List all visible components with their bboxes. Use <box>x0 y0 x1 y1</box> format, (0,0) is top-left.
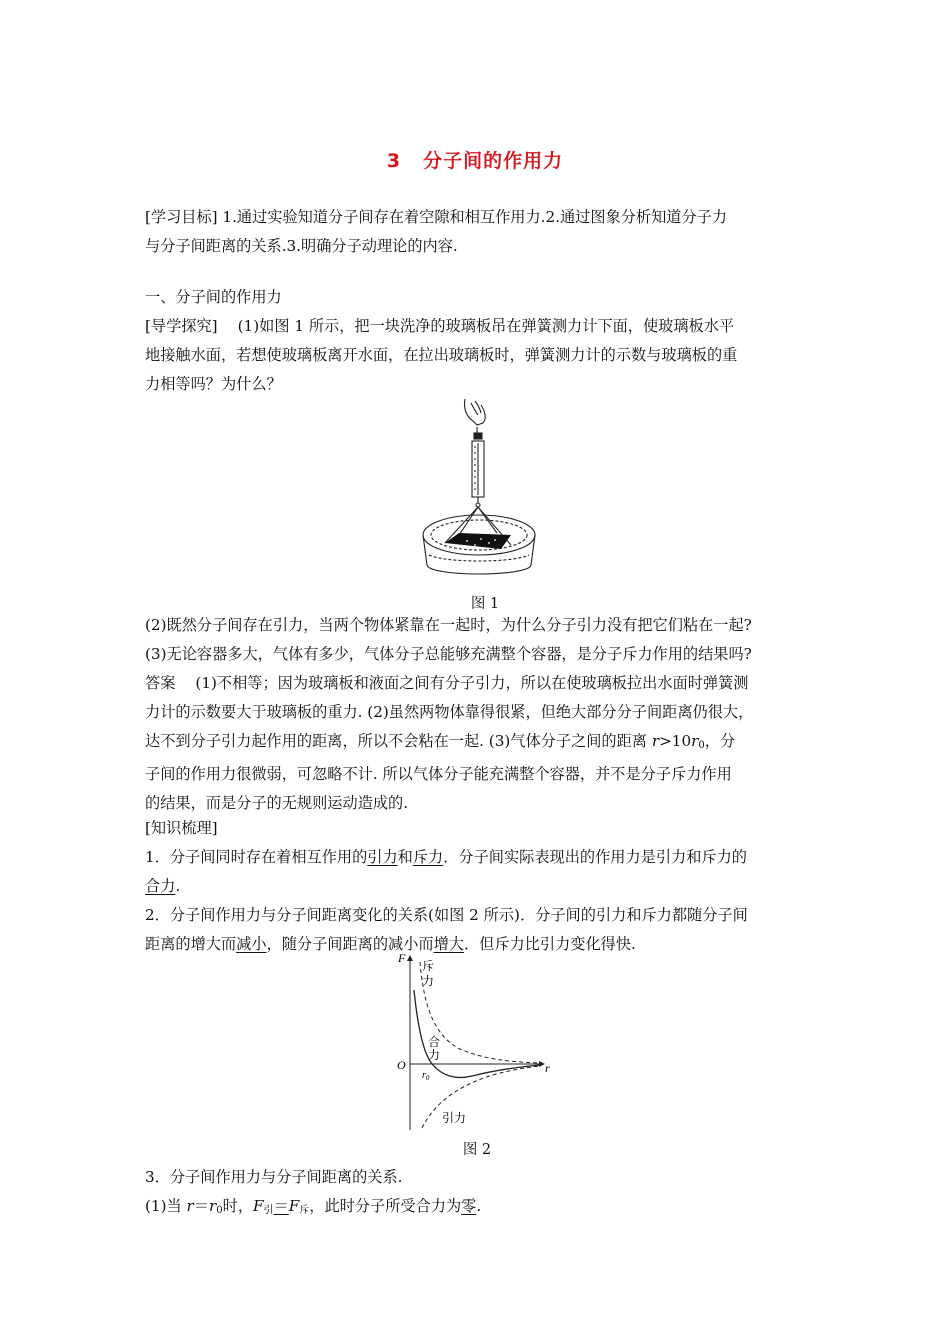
section1-heading: 一、分子间的作用力 <box>145 288 282 306</box>
answer-block <box>145 669 813 818</box>
objectives-line-2: 与分子间距离的关系.3.明确分子动理论的内容. <box>145 237 458 255</box>
net-label-2: 力 <box>428 1048 441 1062</box>
questions <box>145 611 813 669</box>
knowledge-item-1-cont: 合力. <box>145 877 181 895</box>
item-3 <box>145 1163 813 1225</box>
answer-zero: 零 <box>461 1197 477 1215</box>
guided-exploration <box>145 312 813 399</box>
y-axis-label: F <box>398 951 406 965</box>
r0-label: $r_0$ <box>422 1070 430 1082</box>
answer-line-2: 力计的示数要大于玻璃板的重力. (2)虽然两物体靠得很紧，但绝大部分分子间距离仍很大， <box>145 703 754 721</box>
repulsion-label-2: 力 <box>422 974 435 988</box>
question-3: (3)无论容器多大，气体有多少，气体分子总能够充满整个容器，是分子斥力作用的结果吗? <box>145 645 752 663</box>
knowledge-item-2-cont: 距离的增大而减小，随分子间距离的减小而增大．但斥力比引力变化得快. <box>145 935 636 953</box>
answer-line-5: 的结果，而是分子的无规则运动造成的. <box>145 794 409 812</box>
figure-1-caption: 图 1 <box>470 596 500 612</box>
item-3-line-1: (1)当 $r=r_0$时，$F_引=F_斥$，此时分子所受合力为零. <box>145 1197 482 1216</box>
explore-line-3: 力相等吗？为什么？ <box>145 375 282 393</box>
knowledge-heading: [知识梳理] <box>145 819 218 837</box>
answer-repulsion: 斥力 <box>412 848 444 866</box>
item-3-heading: 3．分子间作用力与分子间距离的关系. <box>145 1168 403 1186</box>
title-number: 3 <box>386 150 402 172</box>
net-label-1: 合 <box>428 1035 441 1049</box>
origin-label: O <box>397 1058 406 1072</box>
answer-net-force: 合力 <box>145 877 176 895</box>
figure-1 <box>415 395 555 610</box>
figure-1-illustration <box>415 395 555 590</box>
title-text: 分子间的作用力 <box>423 150 564 172</box>
figure-2-graph <box>392 950 562 1135</box>
figure-2 <box>392 950 562 1160</box>
knowledge-item-2: 2．分子间作用力与分子间距离变化的关系(如图 2 所示)．分子间的引力和斥力都随分子间 <box>145 906 748 924</box>
objectives-line-1: [学习目标] 1.通过实验知道分子间存在着空隙和相互作用力.2.通过图象分析知道分子力 <box>145 208 728 226</box>
section-heading <box>145 283 813 312</box>
answer-increase: 增大 <box>433 935 464 953</box>
attraction-curve <box>422 1066 540 1128</box>
explore-line-1: [导学探究] (1)如图 1 所示，把一块洗净的玻璃板吊在弹簧测力计下面，使玻璃板水平 <box>145 317 735 335</box>
question-2: (2)既然分子间存在引力，当两个物体紧靠在一起时，为什么分子引力没有把它们粘在一起? <box>145 616 752 634</box>
attraction-label: 引力 <box>442 1111 467 1125</box>
answer-decrease: 减小 <box>236 935 267 953</box>
repulsion-label-1: 斥 <box>422 959 435 973</box>
figure-2-caption: 图 2 <box>462 1142 492 1158</box>
answer-line-4: 子间的作用力很微弱，可忽略不计. 所以气体分子能充满整个容器，并不是分子斥力作用 <box>145 765 732 783</box>
answer-equal: ＝ <box>273 1197 289 1215</box>
answer-line-1: 答案 (1)不相等；因为玻璃板和液面之间有分子引力，所以在使玻璃板拉出水面时弹簧测 <box>145 674 749 692</box>
x-axis-label: r <box>545 1061 550 1075</box>
knowledge-summary <box>145 814 813 959</box>
explore-line-2: 地接触水面，若想使玻璃板离开水面，在拉出玻璃板时，弹簧测力计的示数与玻璃板的重 <box>145 346 738 364</box>
learning-objectives <box>145 203 813 261</box>
answer-attraction: 引力 <box>367 848 398 866</box>
knowledge-item-1: 1．分子间同时存在着相互作用的引力和斥力．分子间实际表现出的作用力是引力和斥力的 <box>145 848 747 866</box>
page-title <box>0 146 950 173</box>
answer-line-3: 达不到分子引力起作用的距离，所以不会粘在一起. (3)气体分子之间的距离 $r>10r_0$，分 <box>145 732 736 751</box>
